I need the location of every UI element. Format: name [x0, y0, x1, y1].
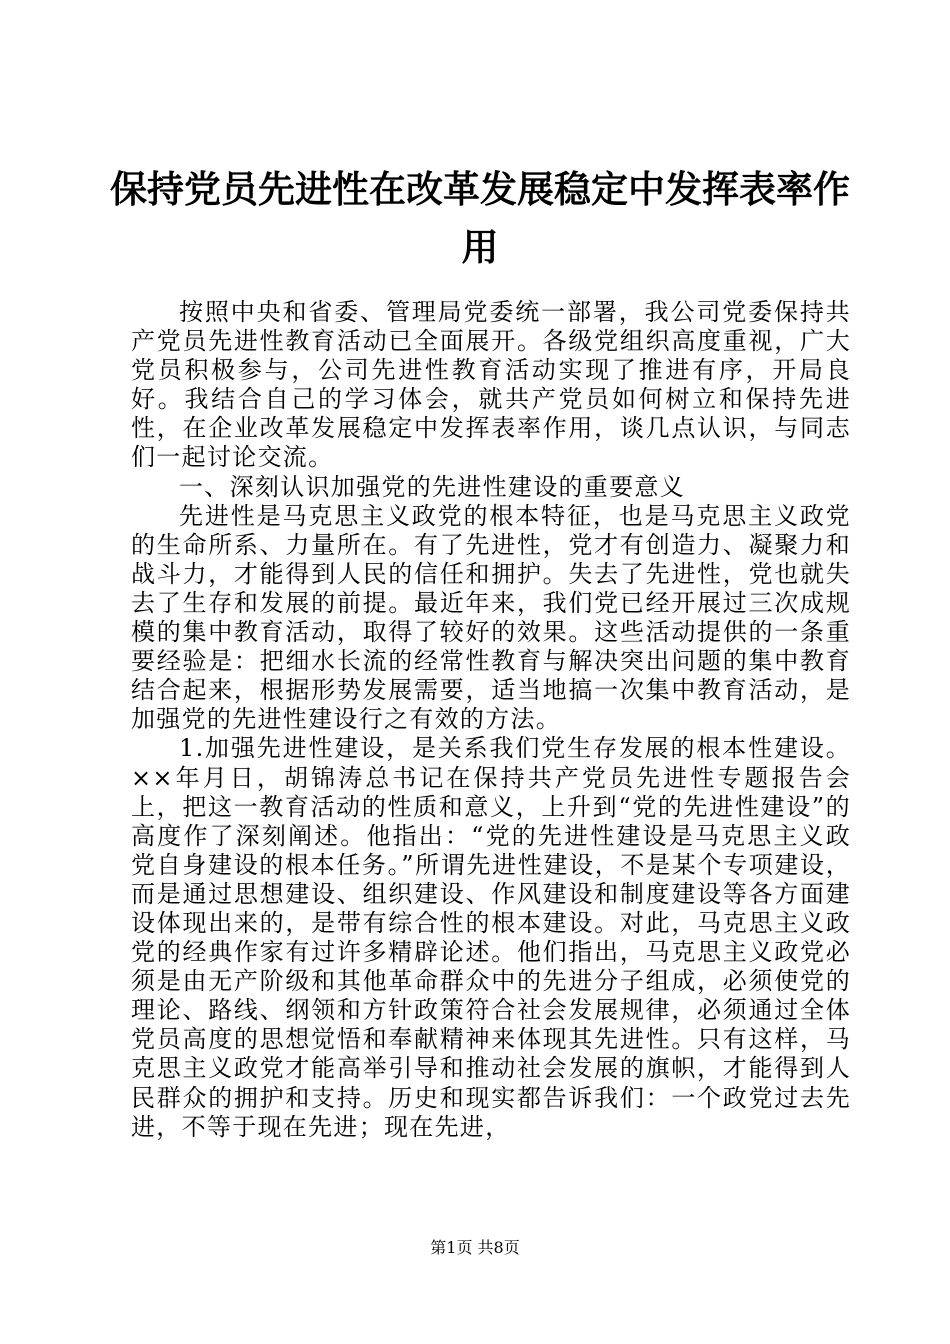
intro-paragraph: 按照中央和省委、管理局党委统一部署，我公司党委保持共产党员先进性教育活动已全面展开。各级党组织高度重视，广大党员积极参与，公司先进性教育活动实现了推进有序，开局良好。我结合自己的学习体会，就共产党员如何树立和保持先进性，在企业改革发展稳定中发挥表率作用，谈几点认识，与同志们一起讨论交流。 — [131, 298, 851, 472]
document-title: 保持党员先进性在改革发展稳定中发挥表率作用 — [110, 167, 850, 269]
page-footer: 第1页 共8页 — [430, 1238, 520, 1257]
body-paragraph: 先进性是马克思主义政党的根本特征，也是马克思主义政党的生命所系、力量所在。有了先进性，党才有创造力、凝聚力和战斗力，才能得到人民的信任和拥护。失去了先进性，党也就失去了生存和发展的前提。最近年来，我们党已经开展过三次成规模的集中教育活动，取得了较好的效果。这些活动提供的一条重要经验是：把细水长流的经常性教育与解决突出问题的集中教育结合起来，根据形势发展需要，适当地搞一次集中教育活动，是加强党的先进性建设行之有效的方法。 — [131, 501, 851, 734]
section-heading: 一、深刻认识加强党的先进性建设的重要意义 — [179, 472, 685, 501]
document-body — [131, 298, 851, 1142]
body-paragraph: 1.加强先进性建设，是关系我们党生存发展的根本性建设。××年月日，胡锦涛总书记在保持共产党员先进性专题报告会上，把这一教育活动的性质和意义，上升到“党的先进性建设”的高度作了深刻阐述。他指出：“党的先进性建设是马克思主义政党自身建设的根本任务。”所谓先进性建设，不是某个专项建设，而是通过思想建设、组织建设、作风建设和制度建设等各方面建设体现出来的，是带有综合性的根本建设。对此，马克思主义政党的经典作家有过许多精辟论述。他们指出，马克思主义政党必须是由无产阶级和其他革命群众中的先进分子组成，必须使党的理论、路线、纲领和方针政策符合社会发展规律，必须通过全体党员高度的思想觉悟和奉献精神来体现其先进性。只有这样，马克思主义政党才能高举引导和推动社会发展的旗帜，才能得到人民群众的拥护和支持。历史和现实都告诉我们：一个政党过去先进，不等于现在先进；现在先进， — [131, 734, 851, 1141]
